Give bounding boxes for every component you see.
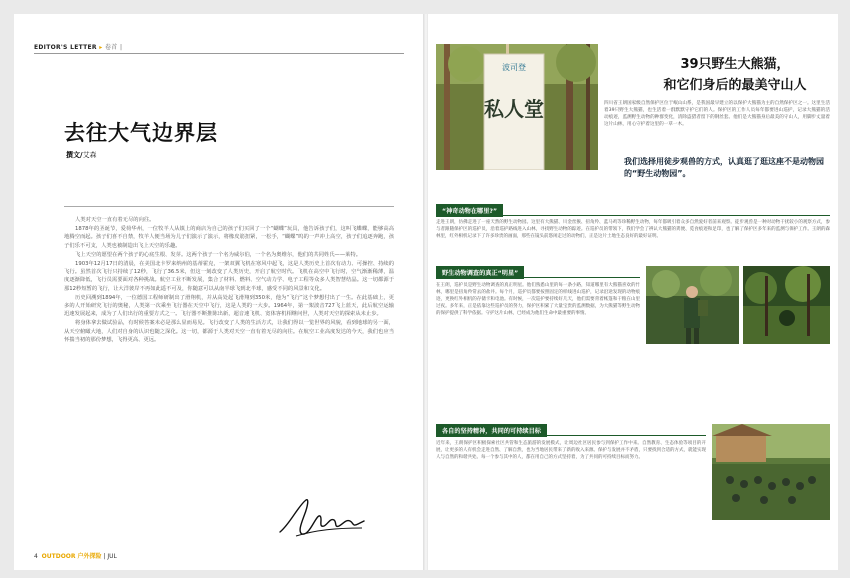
brand-name-cn: 户外探险 (77, 553, 102, 560)
sign-brand-text: 波司登 (502, 63, 526, 72)
article-body (64, 216, 394, 345)
hero-title-line-2: 和它们身后的最美守山人 (663, 78, 807, 93)
group-camp-photo (712, 424, 830, 520)
forest-photo (743, 266, 830, 344)
forest-sign-photo (436, 44, 598, 170)
intro-text: 四川省王朗国家级自然保护区位于岷山山系，是我国最早建立的以保护大熊猫为主的自然保护区之一。这里生活着39只野生大熊猫，也生活着一群默默守护它们的人。保护区的工作人员每年都要进山巡护，记录大熊猫的活动痕迹，监测野生动物的种群变化，清除盗猎者留下的钢丝套。他们是大熊猫身后最美的守山人，用脚步丈量着这片山林，用心守护着这里的一草一木。 (604, 101, 830, 128)
section-body-3: 近年来，王朗保护区积极探索社区共管和生态旅游的发展模式，让周边社区居民参与到保护工作中来。自然教育、生态体验等项目的开展，让更多的人有机会走进自然、了解自然，也为当地居民带来了新的收入来源。保护与发展并不矛盾，只要找到合适的方式，就能实现人与自然的和谐共处。每一个参与其中的人，都在用自己的方式坚持着，为了共同的可持续目标而努力。 (436, 441, 706, 461)
paragraph: 将身体拿去做试验品，有时候答案未必是那么显而易见。飞行改变了人类的生活方式，让我们得以一览世界的风貌，看到地球的另一面，从天空俯瞰大地，人们对自身的认识也随之深化。这一切，都源于人类对天空一直有着无尽的向往。在航空工业高度发达的今天，我们也应当怀揣当初的那份梦想，飞得更高、更远。 (64, 320, 394, 343)
lead-text: 我们选择用徒步观兽的方式，认真逛了逛这座不是动物园的“野生动物园”。 (624, 157, 824, 178)
paragraph: 历史回溯到1894年，一位德国工程师研制出了滑翔机，并从高处起飞滑翔到350米，他为“飞行”这个梦想付出了一生。在此基础上，更多的人开始研究飞行的奥秘，人类第一次乘坐飞行器在天空中飞行，这是人类的一大步。1964年，第一架波音727飞上蓝天，此后航空运输迅速发展起来，成为了人们出行的重要方式之一。飞行器不断推陈出新，超音速飞机、宽体客机相继问世，人类对天空的探索从未止步。 (64, 294, 394, 318)
right-page (428, 14, 838, 570)
left-page (14, 14, 424, 570)
section-heading-3: 各自的坚持精神，共同的可持续目标 (436, 424, 547, 437)
section-heading-2: 野生动物调查的真正“明星” (436, 266, 524, 279)
paragraph: 人类对天空一直有着无尽的向往。 (75, 217, 155, 223)
ranger-photo (646, 266, 739, 344)
issue-month: JUL (107, 553, 117, 560)
title-divider (64, 206, 394, 207)
hero-title-line-1: 39只野生大熊猫， (680, 57, 790, 72)
article-title: 去往大气边界层 (64, 120, 218, 145)
signature-icon (276, 494, 368, 540)
footer-left: 4 OUTDOOR 户外探险 | JUL (34, 553, 117, 560)
byline-label: 撰文/ (66, 151, 83, 159)
section-rule-2 (436, 277, 640, 278)
byline-author: 艾森 (82, 151, 97, 159)
section-label: EDITOR'S LETTER ▸ 卷首 | (34, 44, 123, 51)
section-body-1: 走进王朗，仿佛走进了一座天然的野生动物园。这里有大熊猫、川金丝猴、扭角羚、蓝马鸡等珍稀野生动物，每年都吸引着众多自然爱好者前来观察。徒步观兽是一种对动物干扰较小的观察方式，参与者跟随保护区的巡护员，沿着巡护路线进入山林，寻找野生动物的踪迹。在巡护员的带领下，我们学会了辨认大熊猫的粪便、觅食痕迹和足印，也了解了保护区多年来的监测与保护工作。王朗的森林里，红外相机记录下了许多珍贵的画面，那些在镜头前悠闲走过的动物们，正是这片土地生态良好的最好证明。 (436, 220, 830, 240)
header-divider (34, 53, 404, 54)
paragraph: 飞上天空的愿望在两个孩子的心底生根、发芽。这两个孩子一个名为威尔伯，一个名为奥维尔，他们的共同姓氏——莱特。 (75, 251, 362, 258)
section-sub-label: 卷首 (104, 44, 118, 51)
section-label-text: EDITOR'S LETTER (34, 44, 97, 51)
sign-calligraphy-text: 私人堂 (484, 97, 544, 121)
section-rule-3 (436, 435, 706, 436)
paragraph: 1878年的圣诞节，爱荷华州，一位牧羊人从镇上的商店为自己的孩子们买回了一个“蝴蝶”玩具，他告诉孩子们，这叫飞蝶蝶，能够高高地腾空而起。孩子们喜不自禁，牧羊人便当场为儿子们演示了演示，将橡皮筋扭紧，一松手，“蝴蝶”呜的一声冲上高空，孩子们追逐奔跑，孩子们乐不可支，人类也被制造出飞上天空的乐趣。 (64, 226, 394, 249)
section-heading-1: “神奇动物在哪里?” (436, 204, 503, 217)
section-body-2: 在王朗，巡护员是野生动物调查的真正明星。他们熟悉山里的每一条小路，知道哪里有大熊猫喜欢的竹林，哪里是扭角羚常去的盐井。每个月，巡护员都要按照固定的样线进山巡护，记录沿途发现的动物痕迹，更换红外相机的存储卡和电池。有时候，一次巡护要持续好几天，他们需要背着帐篷和干粮在山里过夜。多年来，正是依靠这些巡护员的努力，保护区积累了大量宝贵的监测数据，为大熊猫等野生动物的保护提供了科学依据。守护这片山林，已经成为他们生命中最重要的事情。 (436, 283, 640, 317)
byline (66, 150, 97, 160)
section-rule-1 (436, 215, 830, 216)
paragraph: 1903年12月17日的清晨，在美国北卡罗来纳州的基蒂霍克，一架双翼飞机在寒风中起飞，这是人类历史上首次有动力、可操控、持续的飞行。虽然首次飞行只持续了12秒，飞行了36.5米，但这一刻改变了人类历史，开启了航空时代。飞机在高空中飞行时，空气渐渐稀薄，温度逐渐降低，飞行员需要面对各种挑战。航空工业不断发展，集合了材料、燃料、空气动力学、电子工程等众多人类智慧结晶。这一切都源于那12秒短暂的飞行，让大洋彼岸不再如此遥不可及，你随意可以从南半球飞到北半球，感受不同的风景和文化。 (64, 261, 394, 292)
page-number: 4 (34, 553, 38, 560)
hero-title (642, 54, 828, 96)
brand-name: OUTDOOR (41, 553, 76, 560)
